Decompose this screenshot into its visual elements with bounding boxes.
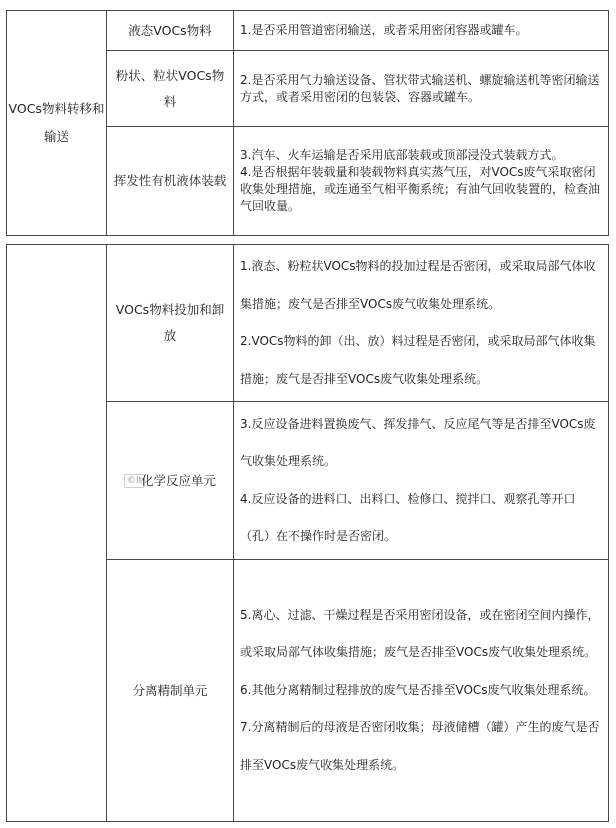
check-item-cell	[234, 51, 609, 127]
subcategory-cell	[107, 127, 234, 236]
subcategory-cell	[107, 402, 234, 560]
subcategory-label: 化学反应单元	[141, 472, 217, 488]
check-item-cell	[234, 11, 609, 51]
check-item-cell	[234, 245, 609, 402]
subcategory-label: 分离精制单元	[132, 682, 208, 698]
check-item-cell	[234, 560, 609, 822]
check-item: 4.是否根据年装载量和装载物料真实蒸气压，对VOCs废气采取密闭收集处理措施，或连通至气相平衡系统；有油气回收装置的，检查油气回收量。	[240, 165, 601, 213]
watermark-badge: ©lt	[124, 474, 145, 488]
subcategory-label: 液态VOCs物料	[128, 22, 212, 38]
check-item: 2.是否采用气力输送设备、管状带式输送机、螺旋输送机等密闭输送方式，或者采用密闭的包装袋、容器或罐车。	[240, 72, 600, 104]
subcategory-cell	[107, 51, 234, 127]
check-item-cell	[234, 127, 609, 236]
check-item: 1.液态、粉粒状VOCs物料的投加过程是否密闭，或采取局部气体收集措施；废气是否排至VOCs废气收集处理系统。	[240, 259, 596, 311]
check-item: 2.VOCs物料的卸（出、放）料过程是否密闭，或采取局部气体收集措施；废气是否排至VOCs废气收集处理系统。	[240, 334, 596, 386]
subcategory-label: 粉状、粒状VOCs物料	[115, 67, 225, 109]
check-item-cell	[234, 402, 609, 560]
subcategory-cell	[107, 11, 234, 51]
check-item: 6.其他分离精制过程排放的废气是否排至VOCs废气收集处理系统。	[240, 682, 596, 697]
vocs-transfer-table	[6, 10, 609, 236]
category-cell-empty	[7, 245, 107, 822]
table-row	[7, 11, 609, 51]
category-cell	[7, 11, 107, 236]
subcategory-cell	[107, 560, 234, 822]
vocs-process-table	[6, 244, 609, 822]
subcategory-label: 挥发性有机液体装载	[113, 173, 227, 188]
check-item: 3.汽车、火车运输是否采用底部装载或顶部浸没式装载方式。	[240, 148, 564, 162]
check-item: 1.是否采用管道密闭输送，或者采用密闭容器或罐车。	[240, 23, 528, 37]
subcategory-cell	[107, 245, 234, 402]
check-item: 5.离心、过滤、干燥过程是否采用密闭设备，或在密闭空间内操作，或采取局部气体收集措施；废气是否排至VOCs废气收集处理系统。	[240, 607, 600, 660]
category-label: VOCs物料转移和输送	[8, 101, 105, 144]
table-row	[7, 245, 609, 402]
check-item: 4.反应设备的进料口、出料口、检修口、搅拌口、观察孔等开口（孔）在不操作时是否密闭。	[240, 491, 576, 543]
check-item: 7.分离精制后的母液是否密闭收集；母液储槽（罐）产生的废气是否排至VOCs废气收集处理系统。	[240, 720, 600, 772]
check-item: 3.反应设备进料置换废气、挥发排气、反应尾气等是否排至VOCs废气收集处理系统。	[240, 416, 596, 468]
subcategory-label: VOCs物料投加和卸放	[115, 302, 225, 343]
